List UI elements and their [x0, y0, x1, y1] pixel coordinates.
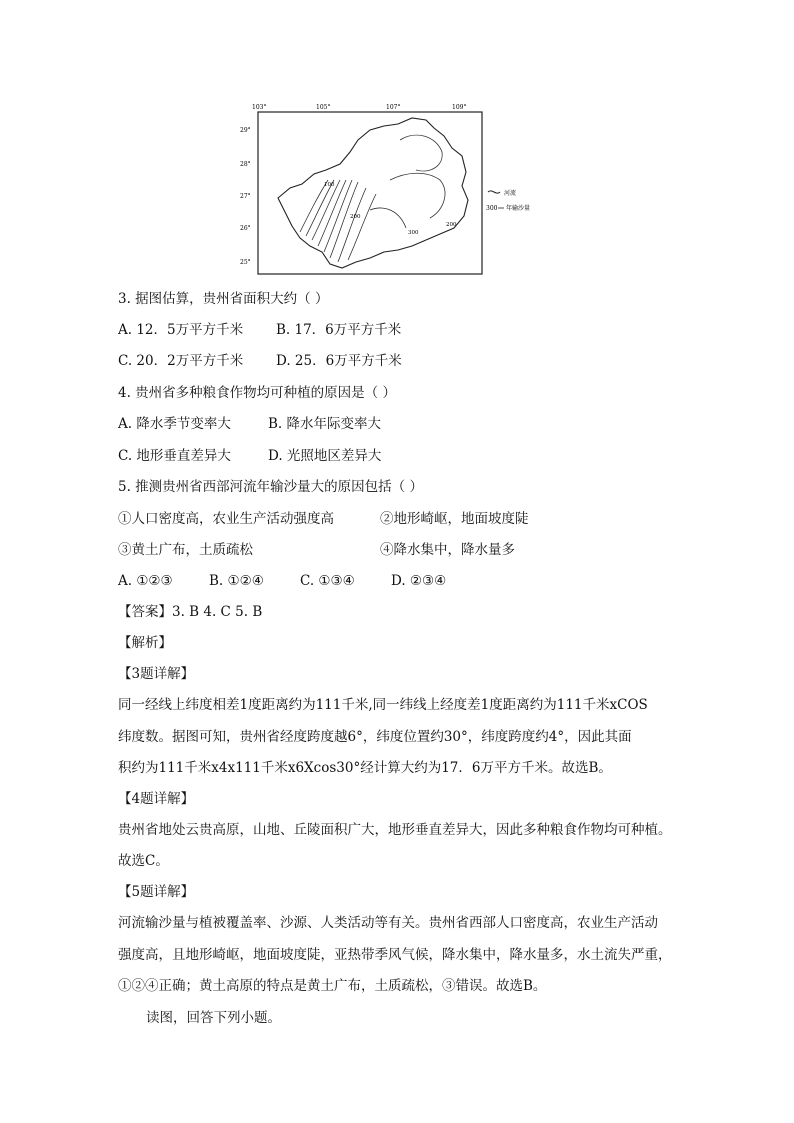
q3-options-row2 — [118, 351, 402, 371]
q5-option-c[interactable]: C. ①③④ — [300, 573, 355, 589]
q3-option-a[interactable]: A. 12．5万平方千米 — [118, 322, 244, 338]
contour-label: 200 — [446, 222, 457, 228]
lat-label: 27° — [240, 193, 251, 200]
q5-options-row — [118, 571, 446, 591]
contour-line — [400, 135, 442, 171]
detail-4-heading: 【4题详解】 — [118, 791, 195, 807]
detail-3-line-1: 同一经线上纬度相差1度距离约为111千米,同一纬线上经度差1度距离约为111千米xCOS — [118, 697, 648, 713]
q5-statements-row1 — [118, 509, 529, 529]
lon-label: 107° — [386, 104, 401, 111]
contour-line — [370, 208, 406, 228]
q4-option-a[interactable]: A. 降水季节变率大 — [118, 416, 231, 432]
lat-label: 29° — [240, 127, 251, 134]
q3-option-c[interactable]: C. 20．2万平方千米 — [118, 353, 244, 369]
closing-prompt: 读图，回答下列小题。 — [146, 1010, 281, 1026]
lat-label: 25° — [240, 259, 251, 266]
contour-line — [390, 173, 445, 218]
lon-label: 103° — [252, 104, 267, 111]
q5-option-b[interactable]: B. ①②④ — [209, 573, 264, 589]
detail-3-heading: 【3题详解】 — [118, 666, 195, 682]
lat-label: 28° — [240, 161, 251, 168]
detail-3-line-2: 纬度数。据图可知，贵州省经度跨度越6°，纬度位置约30°，纬度跨度约4°，因此其面 — [118, 729, 632, 745]
detail-4-line-2: 故选C。 — [118, 853, 169, 869]
contour-label: 300 — [408, 230, 419, 236]
answer-line: 【答案】3. B 4. C 5. B — [118, 604, 263, 620]
guizhou-sediment-map — [230, 100, 530, 280]
q3-option-d[interactable]: D. 25．6万平方千米 — [276, 353, 402, 369]
q4-stem: 4. 贵州省多种粮食作物均可种植的原因是（ ） — [118, 385, 396, 401]
q5-statement-4: ④降水集中，降水量多 — [380, 542, 515, 558]
lon-label: 109° — [452, 104, 467, 111]
river-legend-icon — [488, 191, 500, 193]
contour-line — [312, 180, 340, 240]
q5-option-d[interactable]: D. ②③④ — [391, 573, 447, 589]
lat-label: 26° — [240, 225, 251, 232]
detail-3-line-3: 积约为111千米x4x111千米x6Xcos30°经计算大约为17．6万平方千米。故选B。 — [118, 760, 612, 776]
legend-sediment: 年输沙量 — [506, 205, 530, 212]
contour-label: 100 — [324, 182, 335, 188]
q4-option-c[interactable]: C. 地形垂直差异大 — [118, 448, 231, 464]
q4-option-d[interactable]: D. 光照地区差异大 — [268, 448, 382, 464]
contour-label: 200 — [350, 214, 361, 220]
q5-statement-2: ②地形崎岖，地面坡度陡 — [380, 511, 529, 527]
legend-river: 河流 — [504, 190, 517, 197]
analysis-heading: 【解析】 — [118, 635, 172, 651]
q4-options-row1 — [118, 414, 381, 434]
lon-label: 105° — [316, 104, 331, 111]
province-outline — [278, 118, 468, 268]
detail-5-line-1: 河流输沙量与植被覆盖率、沙源、人类活动等有关。贵州省西部人口密度高，农业生产活动 — [118, 915, 658, 931]
q3-option-b[interactable]: B. 17．6万平方千米 — [276, 322, 402, 338]
q5-statement-1: ①人口密度高，农业生产活动强度高 — [118, 511, 334, 527]
q5-statement-3: ③黄土广布，土质疏松 — [118, 542, 253, 558]
q3-options-row1 — [118, 320, 401, 340]
detail-4-line-1: 贵州省地处云贵高原，山地、丘陵面积广大，地形垂直差异大，因此多种粮食作物均可种植。 — [118, 822, 672, 838]
legend-number: 300 — [486, 205, 498, 212]
detail-5-line-2: 强度高，且地形崎岖，地面坡度陡，亚热带季风气候，降水集中，降水量多，水土流失严重， — [118, 947, 672, 963]
detail-5-line-3: ①②④正确；黄土高原的特点是黄土广布，土质疏松，③错误。故选B。 — [118, 978, 547, 994]
q5-statements-row2 — [118, 540, 515, 560]
q4-option-b[interactable]: B. 降水年际变率大 — [268, 416, 382, 432]
contour-line — [306, 180, 334, 236]
q4-options-row2 — [118, 446, 381, 466]
detail-5-heading: 【5题详解】 — [118, 884, 195, 900]
q3-stem: 3. 据图估算，贵州省面积大约（ ） — [118, 291, 329, 307]
q5-option-a[interactable]: A. ①②③ — [118, 573, 173, 589]
q5-stem: 5. 推测贵州省西部河流年输沙量大的原因包括（ ） — [118, 479, 423, 495]
contour-line — [348, 194, 376, 260]
